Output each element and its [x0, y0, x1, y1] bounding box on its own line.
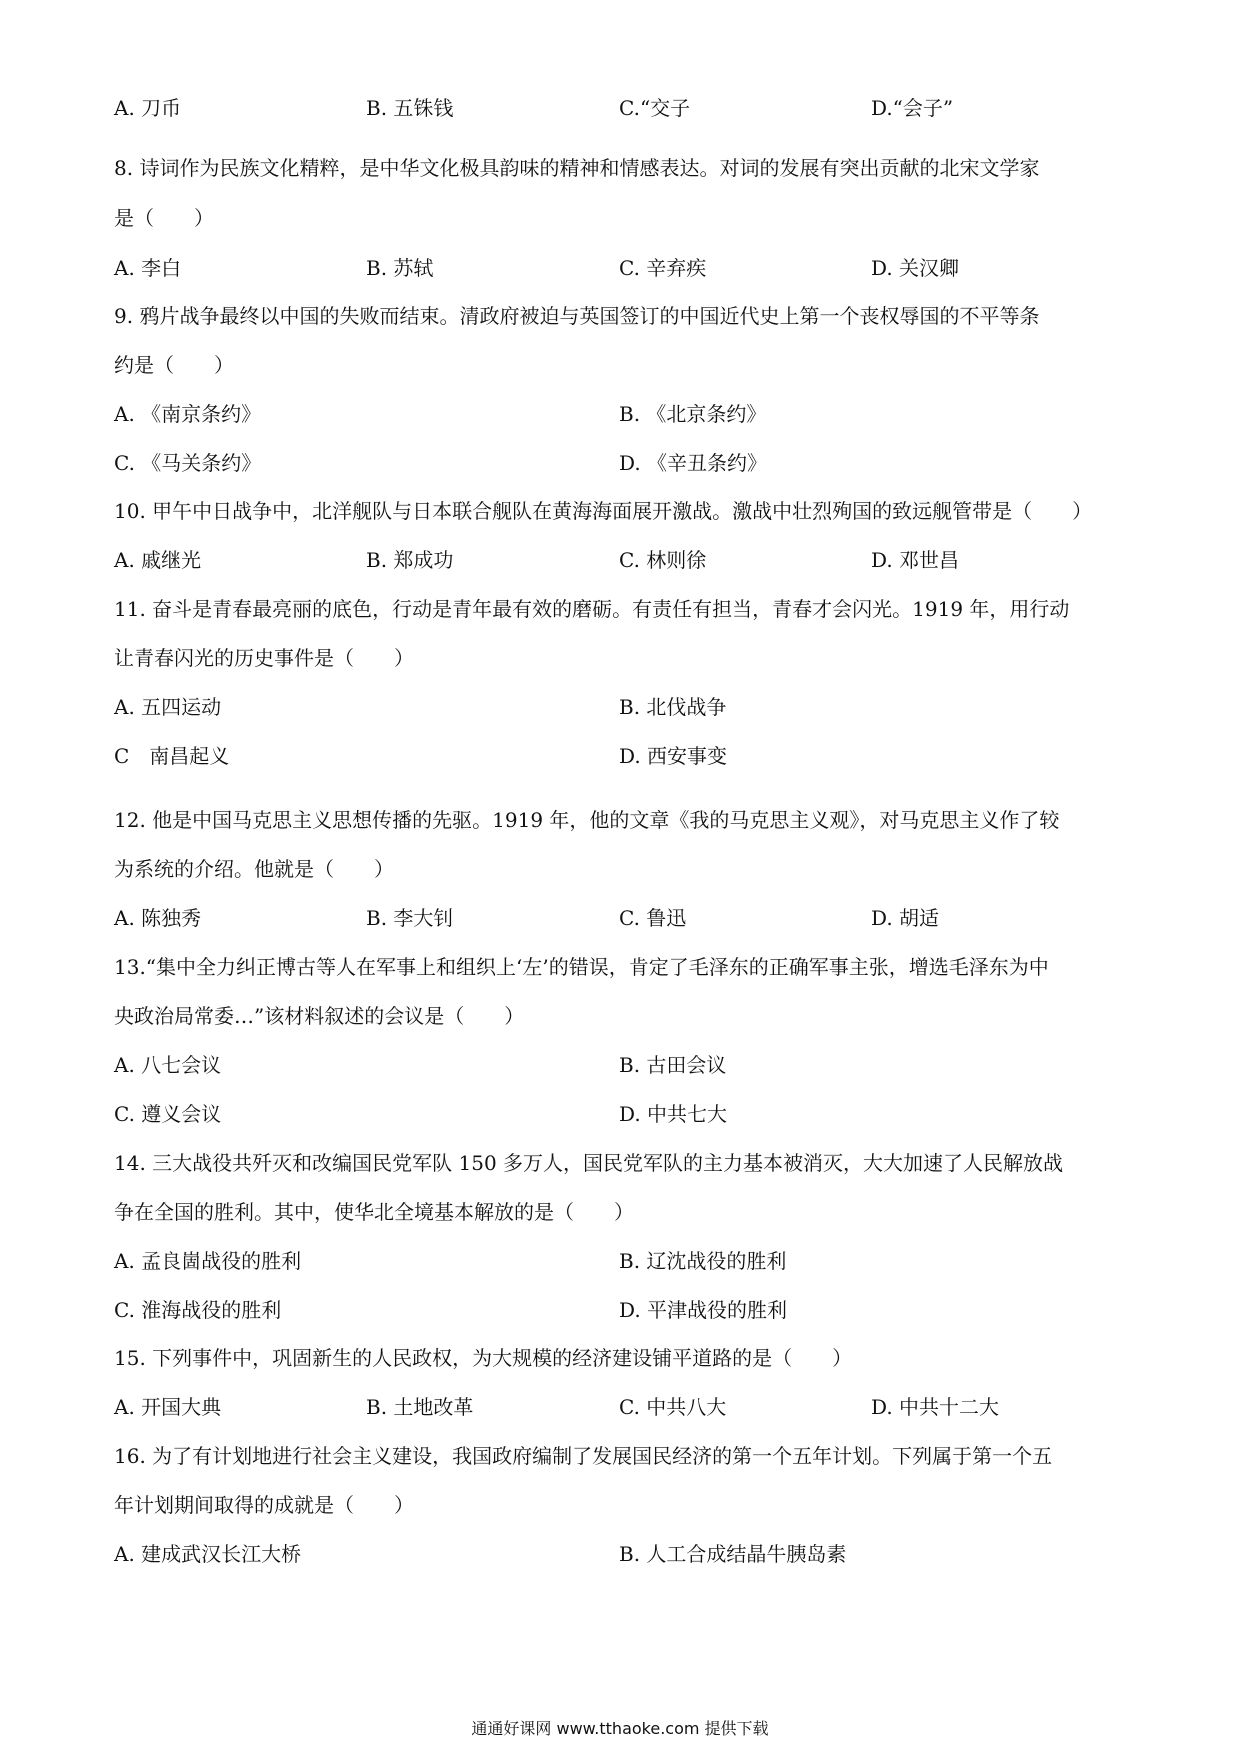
q8-option-b: B. 苏轼: [366, 256, 434, 280]
q11-stem-line2: 让青春闪光的历史事件是（ ）: [114, 646, 414, 670]
q16-option-b: B. 人工合成结晶牛胰岛素: [619, 1542, 847, 1566]
q8-option-a: A. 李白: [114, 256, 182, 280]
q16-stem-line2: 年计划期间取得的成就是（ ）: [114, 1493, 414, 1517]
q9-option-a: A. 《南京条约》: [114, 402, 262, 426]
q9-option-c: C. 《马关条约》: [114, 451, 262, 475]
q9-stem-line2: 约是（ ）: [114, 353, 234, 377]
q13-stem-line2: 央政治局常委…”该材料叙述的会议是（ ）: [114, 1004, 525, 1028]
q10-option-a: A. 戚继光: [114, 548, 202, 572]
q15-option-c: C. 中共八大: [619, 1395, 727, 1419]
q7-option-d: D.“会子”: [871, 96, 954, 120]
q11-option-a: A. 五四运动: [114, 695, 222, 719]
q11-stem-line1: 11. 奋斗是青春最亮丽的底色，行动是青年最有效的磨砺。有责任有担当，青春才会闪光。1919 年，用行动: [114, 597, 1070, 621]
q12-option-a: A. 陈独秀: [114, 906, 202, 930]
q15-option-d: D. 中共十二大: [871, 1395, 1000, 1419]
q10-stem-line1: 10. 甲午中日战争中，北洋舰队与日本联合舰队在黄海海面展开激战。激战中壮烈殉国的致远舰管带是（ ）: [114, 499, 1093, 523]
q14-option-c: C. 淮海战役的胜利: [114, 1298, 282, 1322]
q8-stem-line2: 是（ ）: [114, 206, 214, 230]
q8-option-d: D. 关汉卿: [871, 256, 960, 280]
q13-option-b: B. 古田会议: [619, 1053, 727, 1077]
page-footer: 通通好课网 www.tthaoke.com 提供下载: [471, 1719, 769, 1738]
q14-option-a: A. 孟良崮战役的胜利: [114, 1249, 302, 1273]
q14-option-b: B. 辽沈战役的胜利: [619, 1249, 787, 1273]
q7-option-b: B. 五铢钱: [366, 96, 454, 120]
q13-stem-line1: 13.“集中全力纠正博古等人在军事上和组织上‘左’的错误，肯定了毛泽东的正确军事主张，增选毛泽东为中: [114, 955, 1049, 979]
q14-stem-line2: 争在全国的胜利。其中，使华北全境基本解放的是（ ）: [114, 1200, 634, 1224]
q12-stem-line2: 为系统的介绍。他就是（ ）: [114, 857, 394, 881]
q15-option-a: A. 开国大典: [114, 1395, 222, 1419]
q14-option-d: D. 平津战役的胜利: [619, 1298, 788, 1322]
q16-stem-line1: 16. 为了有计划地进行社会主义建设，我国政府编制了发展国民经济的第一个五年计划。下列属于第一个五: [114, 1444, 1053, 1468]
q10-option-d: D. 邓世昌: [871, 548, 960, 572]
q9-option-d: D. 《辛丑条约》: [619, 451, 768, 475]
q11-option-d: D. 西安事变: [619, 744, 728, 768]
q12-option-d: D. 胡适: [871, 906, 940, 930]
q9-stem-line1: 9. 鸦片战争最终以中国的失败而结束。清政府被迫与英国签订的中国近代史上第一个丧权辱国的不平等条: [114, 304, 1040, 328]
q15-option-b: B. 土地改革: [366, 1395, 474, 1419]
q15-stem-line1: 15. 下列事件中，巩固新生的人民政权，为大规模的经济建设铺平道路的是（ ）: [114, 1346, 853, 1370]
q7-option-a: A. 刀币: [114, 96, 182, 120]
q13-option-c: C. 遵义会议: [114, 1102, 222, 1126]
q10-option-b: B. 郑成功: [366, 548, 454, 572]
q11-option-c: C 南昌起义: [114, 744, 230, 768]
q14-stem-line1: 14. 三大战役共歼灭和改编国民党军队 150 多万人，国民党军队的主力基本被消灭，大大加速了人民解放战: [114, 1151, 1064, 1175]
q13-option-d: D. 中共七大: [619, 1102, 728, 1126]
q13-option-a: A. 八七会议: [114, 1053, 222, 1077]
q10-option-c: C. 林则徐: [619, 548, 707, 572]
q16-option-a: A. 建成武汉长江大桥: [114, 1542, 302, 1566]
q12-option-c: C. 鲁迅: [619, 906, 687, 930]
q7-option-c: C.“交子: [619, 96, 691, 120]
q9-option-b: B. 《北京条约》: [619, 402, 767, 426]
q12-option-b: B. 李大钊: [366, 906, 454, 930]
q11-option-b: B. 北伐战争: [619, 695, 727, 719]
q12-stem-line1: 12. 他是中国马克思主义思想传播的先驱。1919 年，他的文章《我的马克思主义观》，对马克思主义作了较: [114, 808, 1060, 832]
q8-stem-line1: 8. 诗词作为民族文化精粹，是中华文化极具韵味的精神和情感表达。对词的发展有突出贡献的北宋文学家: [114, 156, 1040, 180]
q8-option-c: C. 辛弃疾: [619, 256, 707, 280]
